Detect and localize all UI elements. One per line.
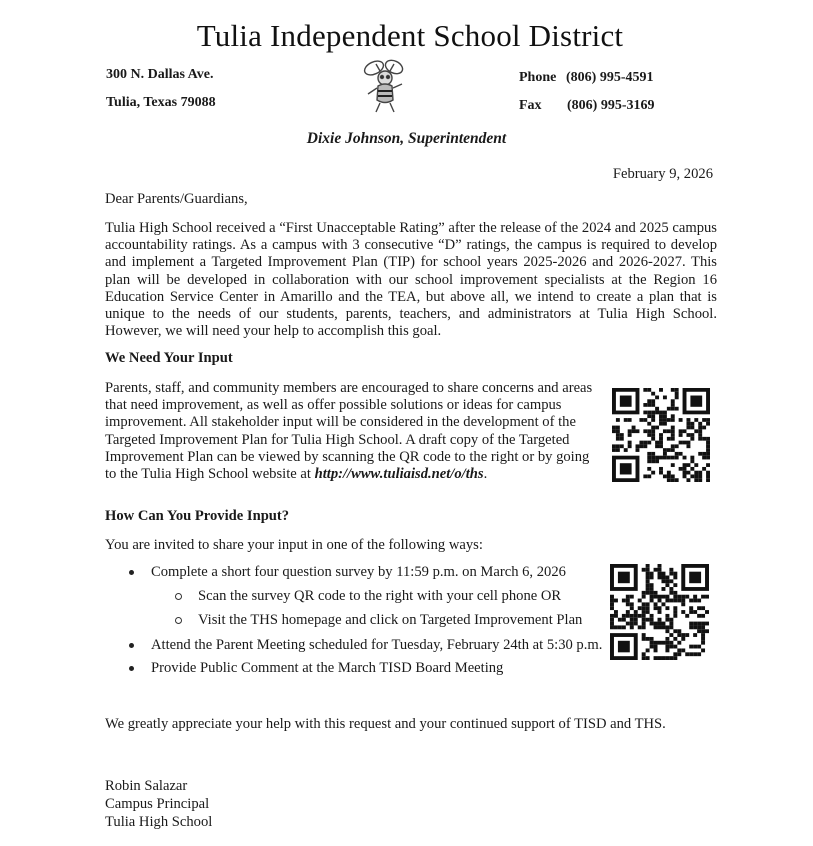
- phone-label: Phone: [519, 70, 557, 85]
- closing-sentence: We greatly appreciate your help with this request and your continued support of TISD and THS.: [105, 716, 666, 732]
- bullet-dot: [129, 570, 134, 575]
- qr-code-plan-icon[interactable]: [612, 388, 710, 482]
- bullet-dot: [129, 643, 134, 648]
- qr-code-survey-icon[interactable]: [610, 564, 709, 660]
- section-provide-intro: You are invited to share your input in one of the following ways:: [105, 537, 483, 553]
- signer-title: Campus Principal: [105, 796, 210, 812]
- fax-number: (806) 995-3169: [567, 98, 655, 113]
- website-link[interactable]: http://www.tuliaisd.net/o/ths: [314, 466, 484, 483]
- section-heading-input: We Need Your Input: [105, 350, 233, 366]
- sub-bullet-circle: [175, 617, 182, 624]
- sub-bullet-circle: [175, 593, 182, 600]
- bullet-dot: [129, 666, 134, 671]
- section-input-paragraph: [105, 380, 597, 483]
- section-input-text: Parents, staff, and community members are encouraged to share concerns and areas that need improvement, as well as offer possible solutions or ideas for campus improvement. All stakeholder input will be considered in the development of the Targeted Improvement Plan for Tulia High School. A draft copy of the Targeted Improvement Plan can be viewed by scanning the QR code to the right or by going to the Tulia High School website at: [105, 380, 593, 483]
- section-input-end: .: [483, 466, 488, 483]
- address-line1: 300 N. Dallas Ave.: [106, 67, 214, 82]
- list-item: Provide Public Comment at the March TISD Board Meeting: [151, 660, 504, 676]
- hornet-mascot-icon: [360, 58, 410, 114]
- list-item: Scan the survey QR code to the right with your cell phone OR: [198, 588, 562, 604]
- superintendent-line: Dixie Johnson, Superintendent: [306, 130, 507, 147]
- intro-paragraph: Tulia High School received a “First Unacceptable Rating” after the release of the 2024 and 2025 campus accountability ratings. As a campus with 3 consecutive “D” ratings, the campus is required to develop and implement a Targeted Improvement Plan (TIP) for school years 2025-2026 and 2026-2027. This plan will be developed in collaboration with our school improvement specialists at the Region 16 Education Service Center in Amarillo and the TEA, but above all, we intend to create a plan that is unique to the needs of our students, parents, teachers, and administrators at Tulia High School. However, we will need your help to accomplish this goal.: [105, 220, 717, 340]
- list-item: Complete a short four question survey by 11:59 p.m. on March 6, 2026: [151, 564, 566, 580]
- salutation: Dear Parents/Guardians,: [105, 191, 248, 207]
- section-heading-provide: How Can You Provide Input?: [105, 508, 290, 524]
- signer-name: Robin Salazar: [105, 778, 188, 794]
- fax-label: Fax: [519, 98, 542, 113]
- list-item: Visit the THS homepage and click on Targeted Improvement Plan: [198, 612, 583, 628]
- list-item: Attend the Parent Meeting scheduled for Tuesday, February 24th at 5:30 p.m.: [151, 637, 603, 653]
- address-line2: Tulia, Texas 79088: [106, 95, 216, 110]
- signer-school: Tulia High School: [105, 814, 213, 830]
- district-title: Tulia Independent School District: [196, 18, 624, 53]
- phone-number: (806) 995-4591: [566, 70, 654, 85]
- letter-date: February 9, 2026: [612, 166, 713, 182]
